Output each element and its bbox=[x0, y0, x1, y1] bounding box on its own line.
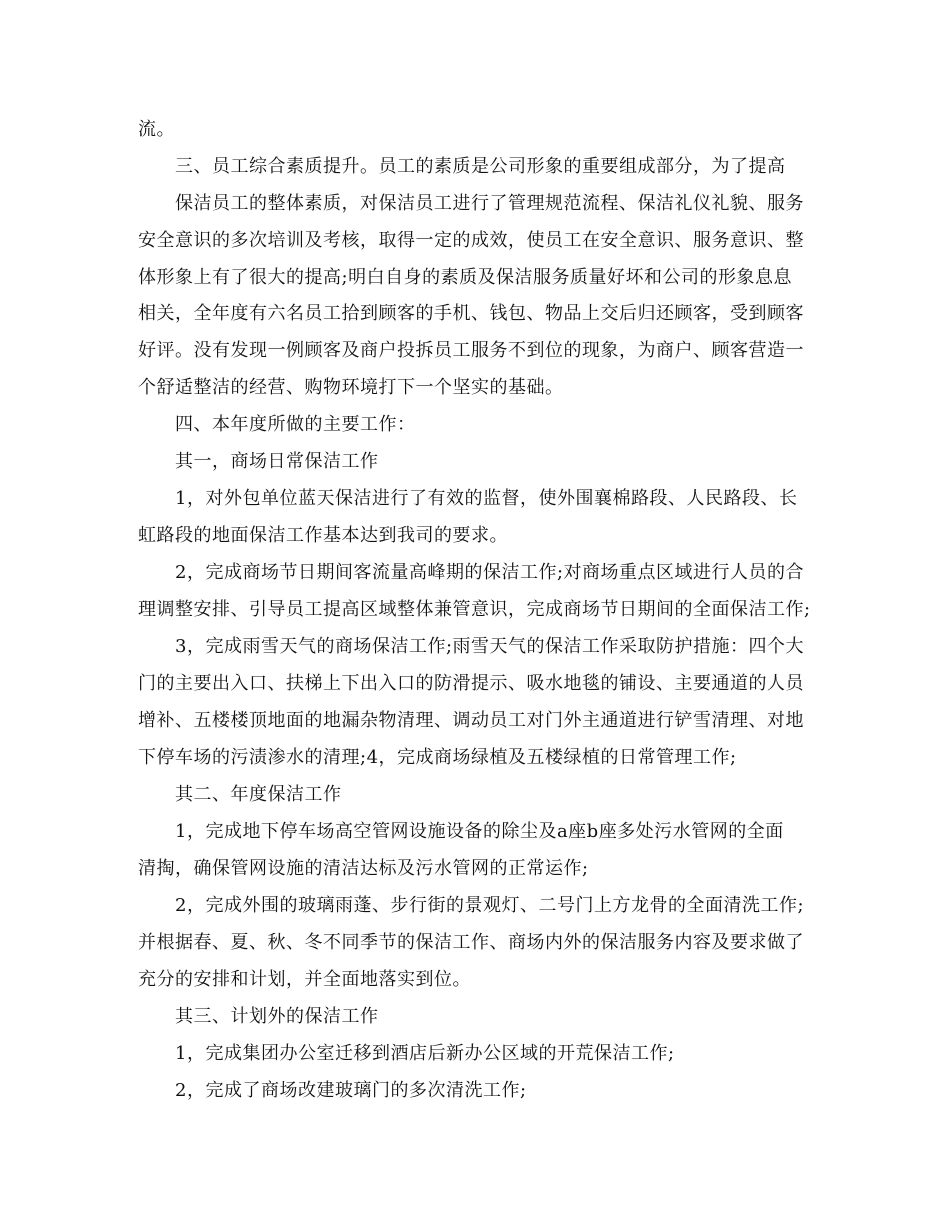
text-line: 2，完成了商场改建玻璃门的多次清洗工作; bbox=[175, 1080, 527, 1101]
text-line: 个舒适整洁的经营、购物环境打下一个坚实的基础。 bbox=[138, 377, 564, 398]
text-line: 1，对外包单位蓝天保洁进行了有效的监督，使外围襄棉路段、人民路段、长 bbox=[175, 488, 798, 509]
section-heading-3: 三、员工综合素质提升。员工的素质是公司形象的重要组成部分，为了提高 bbox=[175, 156, 786, 177]
text-line: 好评。没有发现一例顾客及商户投拆员工服务不到位的现象，为商户、顾客营造一 bbox=[138, 340, 804, 361]
text-line: 门的主要出入口、扶梯上下出入口的防滑提示、吸水地毯的铺设、主要通道的人员 bbox=[138, 673, 804, 694]
text-line: 体形象上有了很大的提高;明白自身的素质及保洁服务质量好坏和公司的形象息息 bbox=[138, 267, 793, 288]
text-line: 保洁员工的整体素质，对保洁员工进行了管理规范流程、保洁礼仪礼貌、服务 bbox=[175, 193, 804, 214]
text-line: 1，完成集团办公室迁移到酒店后新办公区域的开荒保洁工作; bbox=[175, 1043, 675, 1064]
subheading-2: 其二、年度保洁工作 bbox=[175, 784, 342, 805]
text-line: 虹路段的地面保洁工作基本达到我司的要求。 bbox=[138, 525, 508, 546]
text-line: 安全意识的多次培训及考核，取得一定的成效，使员工在安全意识、服务意识、整 bbox=[138, 230, 804, 251]
text-line: 2，完成商场节日期间客流量高峰期的保洁工作;对商场重点区域进行人员的合 bbox=[175, 562, 805, 583]
text-line: 充分的安排和计划，并全面地落实到位。 bbox=[138, 969, 471, 990]
text-line: 增补、五楼楼顶地面的地漏杂物清理、调动员工对门外主通道进行铲雪清理、对地 bbox=[138, 710, 804, 731]
subheading-1: 其一，商场日常保洁工作 bbox=[175, 451, 379, 472]
text-line: 清掏，确保管网设施的清洁达标及污水管网的正常运作; bbox=[138, 858, 589, 879]
text-line: 流。 bbox=[138, 119, 175, 140]
text-line: 3，完成雨雪天气的商场保洁工作;雨雪天气的保洁工作采取防护措施：四个大 bbox=[175, 636, 805, 657]
text-line: 1，完成地下停车场高空管网设施设备的除尘及a座b座多处污水管网的全面 bbox=[175, 821, 784, 842]
subheading-3: 其三、计划外的保洁工作 bbox=[175, 1006, 379, 1027]
text-line: 下停车场的污渍渗水的清理;4，完成商场绿植及五楼绿植的日常管理工作; bbox=[138, 747, 737, 768]
section-heading-4: 四、本年度所做的主要工作： bbox=[175, 414, 416, 435]
text-line: 理调整安排、引导员工提高区域整体兼管意识，完成商场节日期间的全面保洁工作; bbox=[138, 599, 811, 620]
text-line: 并根据春、夏、秋、冬不同季节的保洁工作、商场内外的保洁服务内容及要求做了 bbox=[138, 932, 804, 953]
text-line: 相关，全年度有六名员工拾到顾客的手机、钱包、物品上交后归还顾客，受到顾客 bbox=[138, 303, 804, 324]
text-line: 2，完成外围的玻璃雨蓬、步行街的景观灯、二号门上方龙骨的全面清洗工作; bbox=[175, 895, 805, 916]
